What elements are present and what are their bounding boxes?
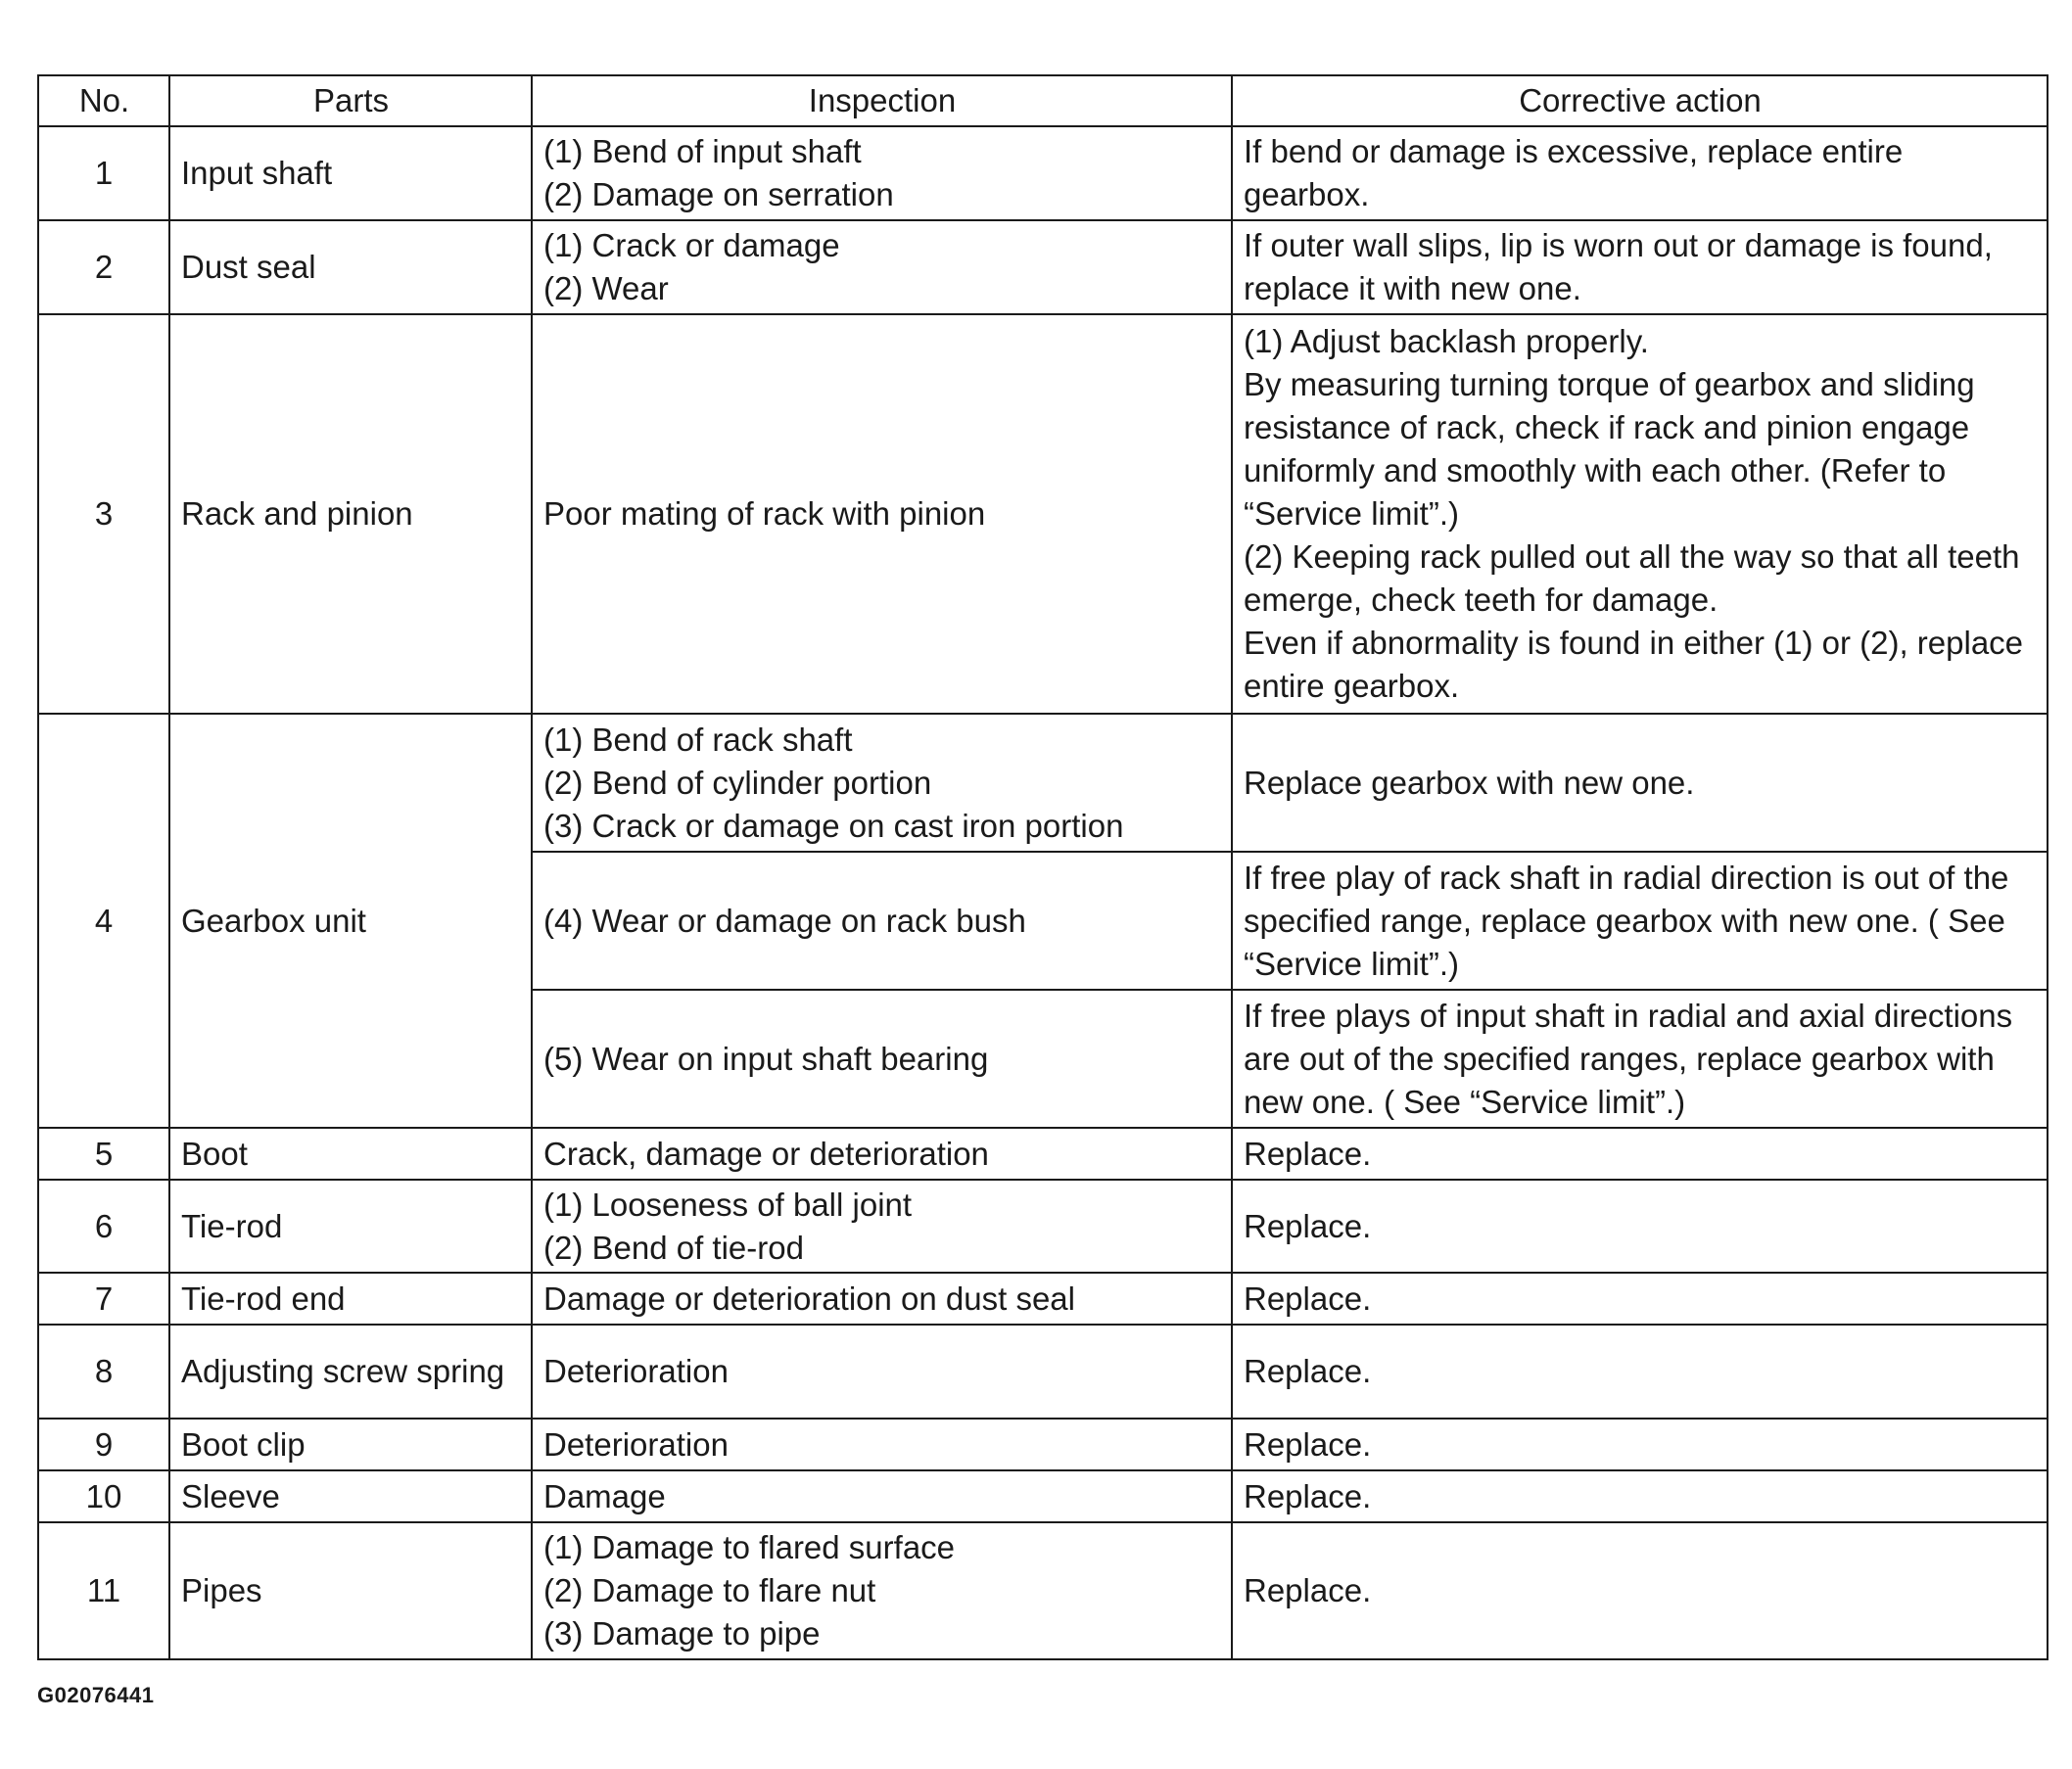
action-text: Replace. bbox=[1244, 1425, 1372, 1463]
inspection-item: Damage bbox=[543, 1477, 666, 1514]
inspection-item: (2) Damage to flare nut bbox=[543, 1572, 876, 1608]
inspection-cell bbox=[532, 1273, 1232, 1325]
row-number: 8 bbox=[38, 1325, 169, 1419]
part-name: Boot clip bbox=[169, 1419, 532, 1470]
inspection-cell bbox=[532, 714, 1232, 852]
inspection-item: (3) Crack or damage on cast iron portion bbox=[543, 807, 1124, 844]
inspection-item: (1) Damage to flared surface bbox=[543, 1529, 956, 1565]
action-text: (2) Keeping rack pulled out all the way so that all teeth emerge, check teeth for damage. bbox=[1244, 538, 2020, 618]
action-cell bbox=[1232, 852, 2048, 990]
inspection-item: (5) Wear on input shaft bearing bbox=[543, 1040, 989, 1077]
header-inspection: Inspection bbox=[532, 75, 1232, 126]
action-cell bbox=[1232, 1522, 2048, 1659]
action-cell bbox=[1232, 990, 2048, 1128]
figure-id: G02076441 bbox=[37, 1683, 155, 1707]
row-number: 9 bbox=[38, 1419, 169, 1470]
part-name: Adjusting screw spring bbox=[169, 1325, 532, 1419]
action-cell bbox=[1232, 1419, 2048, 1470]
row-number: 3 bbox=[38, 314, 169, 714]
table-row bbox=[38, 1180, 2048, 1273]
action-text: Replace. bbox=[1244, 1572, 1372, 1608]
action-text: If bend or damage is excessive, replace entire gearbox. bbox=[1244, 133, 1904, 212]
table-row bbox=[38, 1325, 2048, 1419]
inspection-item: (2) Bend of tie-rod bbox=[543, 1229, 804, 1266]
part-name: Tie-rod end bbox=[169, 1273, 532, 1325]
header-no: No. bbox=[38, 75, 169, 126]
action-text: If free play of rack shaft in radial direction is out of the specified range, replace gearbox with new one. ( See “Service limit”.) bbox=[1244, 859, 2009, 982]
part-name: Dust seal bbox=[169, 220, 532, 314]
action-text: If outer wall slips, lip is worn out or damage is found, replace it with new one. bbox=[1244, 227, 1993, 306]
action-text: Replace. bbox=[1244, 1280, 1372, 1317]
row-number: 5 bbox=[38, 1128, 169, 1180]
inspection-cell bbox=[532, 990, 1232, 1128]
row-number: 4 bbox=[38, 714, 169, 1128]
inspection-item: (2) Bend of cylinder portion bbox=[543, 764, 932, 801]
row-number: 11 bbox=[38, 1522, 169, 1659]
inspection-item: Damage or deterioration on dust seal bbox=[543, 1280, 1075, 1317]
action-cell bbox=[1232, 1128, 2048, 1180]
row-number: 7 bbox=[38, 1273, 169, 1325]
part-name: Tie-rod bbox=[169, 1180, 532, 1273]
action-cell bbox=[1232, 1325, 2048, 1419]
table-row bbox=[38, 1273, 2048, 1325]
table-row bbox=[38, 126, 2048, 220]
inspection-item: Crack, damage or deterioration bbox=[543, 1135, 989, 1172]
action-text: Replace. bbox=[1244, 1353, 1372, 1389]
inspection-item: (1) Looseness of ball joint bbox=[543, 1186, 913, 1223]
inspection-cell bbox=[532, 852, 1232, 990]
part-name: Input shaft bbox=[169, 126, 532, 220]
table-row bbox=[38, 314, 2048, 714]
inspection-table bbox=[37, 74, 2048, 1660]
part-name: Rack and pinion bbox=[169, 314, 532, 714]
inspection-item: Poor mating of rack with pinion bbox=[543, 495, 986, 532]
action-cell bbox=[1232, 1470, 2048, 1522]
part-name: Sleeve bbox=[169, 1470, 532, 1522]
action-text: Replace gearbox with new one. bbox=[1244, 764, 1695, 801]
inspection-item: (2) Damage on serration bbox=[543, 176, 894, 212]
inspection-cell bbox=[532, 314, 1232, 714]
row-number: 2 bbox=[38, 220, 169, 314]
inspection-item: (3) Damage to pipe bbox=[543, 1615, 821, 1652]
action-text: If free plays of input shaft in radial and axial directions are out of the specified ranges, replace gearbox with new one. ( See “Service limit”.) bbox=[1244, 997, 2013, 1120]
header-corrective-action: Corrective action bbox=[1232, 75, 2048, 126]
inspection-item: Deterioration bbox=[543, 1353, 729, 1389]
inspection-item: (1) Crack or damage bbox=[543, 227, 840, 263]
action-cell bbox=[1232, 126, 2048, 220]
inspection-cell bbox=[532, 1419, 1232, 1470]
action-cell bbox=[1232, 1273, 2048, 1325]
action-text: Even if abnormality is found in either (1) or (2), replace entire gearbox. bbox=[1244, 625, 2024, 704]
part-name: Pipes bbox=[169, 1522, 532, 1659]
action-text: Replace. bbox=[1244, 1477, 1372, 1514]
inspection-item: Deterioration bbox=[543, 1425, 729, 1463]
table-row bbox=[38, 1419, 2048, 1470]
inspection-item: (4) Wear or damage on rack bush bbox=[543, 902, 1026, 939]
inspection-item: (2) Wear bbox=[543, 270, 669, 306]
part-name: Boot bbox=[169, 1128, 532, 1180]
table-row bbox=[38, 1128, 2048, 1180]
inspection-sheet bbox=[37, 74, 2047, 1660]
inspection-cell bbox=[532, 1325, 1232, 1419]
inspection-cell bbox=[532, 1128, 1232, 1180]
inspection-cell bbox=[532, 126, 1232, 220]
action-text: Replace. bbox=[1244, 1207, 1372, 1244]
inspection-cell bbox=[532, 220, 1232, 314]
action-cell bbox=[1232, 220, 2048, 314]
inspection-item: (1) Bend of rack shaft bbox=[543, 721, 853, 758]
action-cell bbox=[1232, 1180, 2048, 1273]
table-row bbox=[38, 1470, 2048, 1522]
action-text: By measuring turning torque of gearbox and sliding resistance of rack, check if rack and pinion engage uniformly and smoothly with each other. (Refer to “Service limit”.) bbox=[1244, 366, 1975, 532]
part-name: Gearbox unit bbox=[169, 714, 532, 1128]
inspection-cell bbox=[532, 1522, 1232, 1659]
header-parts: Parts bbox=[169, 75, 532, 126]
table-row bbox=[38, 1522, 2048, 1659]
table-row bbox=[38, 714, 2048, 852]
action-text: (1) Adjust backlash properly. bbox=[1244, 323, 1649, 359]
action-cell bbox=[1232, 714, 2048, 852]
action-text: Replace. bbox=[1244, 1135, 1372, 1172]
action-cell bbox=[1232, 314, 2048, 714]
inspection-item: (1) Bend of input shaft bbox=[543, 133, 862, 169]
row-number: 1 bbox=[38, 126, 169, 220]
inspection-cell bbox=[532, 1470, 1232, 1522]
row-number: 6 bbox=[38, 1180, 169, 1273]
row-number: 10 bbox=[38, 1470, 169, 1522]
table-row bbox=[38, 220, 2048, 314]
inspection-cell bbox=[532, 1180, 1232, 1273]
table-header-row bbox=[38, 75, 2048, 126]
